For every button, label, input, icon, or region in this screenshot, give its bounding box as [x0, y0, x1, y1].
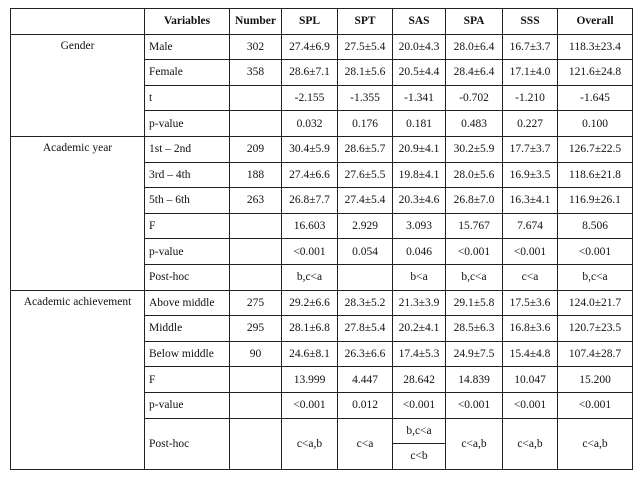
header-cell: SPT — [338, 9, 393, 35]
cell-sss: 10.047 — [503, 367, 558, 393]
cell-number: 275 — [230, 290, 282, 316]
cell-sas: c<b — [393, 444, 446, 470]
cell-spt: 0.054 — [338, 239, 393, 265]
header-row — [11, 9, 633, 35]
header-cell — [11, 9, 145, 35]
cell-spl: -2.155 — [282, 85, 338, 111]
cell-variable: p-value — [145, 239, 230, 265]
cell-spa: -0.702 — [446, 85, 503, 111]
cell-spa: 29.1±5.8 — [446, 290, 503, 316]
cell-overall: 8.506 — [558, 213, 633, 239]
cell-spt: 27.4±5.4 — [338, 188, 393, 214]
cell-overall: b,c<a — [558, 264, 633, 290]
cell-spt: 27.5±5.4 — [338, 34, 393, 60]
cell-variable: Female — [145, 60, 230, 86]
cell-number: 302 — [230, 34, 282, 60]
cell-number: 358 — [230, 60, 282, 86]
cell-spt: 28.1±5.6 — [338, 60, 393, 86]
group-label: Gender — [11, 34, 145, 136]
cell-sas: 21.3±3.9 — [393, 290, 446, 316]
cell-sss: 17.1±4.0 — [503, 60, 558, 86]
group-label: Academic year — [11, 136, 145, 290]
cell-spl: 26.8±7.7 — [282, 188, 338, 214]
cell-overall: <0.001 — [558, 239, 633, 265]
cell-overall: 118.3±23.4 — [558, 34, 633, 60]
cell-overall: 118.6±21.8 — [558, 162, 633, 188]
cell-spl: 0.032 — [282, 111, 338, 137]
cell-overall: -1.645 — [558, 85, 633, 111]
cell-spa: 28.4±6.4 — [446, 60, 503, 86]
table-body — [11, 34, 633, 469]
cell-spa: b,c<a — [446, 264, 503, 290]
cell-sas: 20.5±4.4 — [393, 60, 446, 86]
cell-sss: 15.4±4.8 — [503, 341, 558, 367]
cell-number — [230, 392, 282, 418]
cell-spa: 28.5±6.3 — [446, 316, 503, 342]
cell-sss: c<a,b — [503, 418, 558, 469]
comparison-table — [10, 8, 633, 470]
cell-spt: -1.355 — [338, 85, 393, 111]
cell-sas: 28.642 — [393, 367, 446, 393]
cell-sas: 20.2±4.1 — [393, 316, 446, 342]
cell-spl: 16.603 — [282, 213, 338, 239]
cell-sss: c<a — [503, 264, 558, 290]
cell-spl: 30.4±5.9 — [282, 136, 338, 162]
cell-variable: Male — [145, 34, 230, 60]
cell-sss: 16.7±3.7 — [503, 34, 558, 60]
cell-overall: 121.6±24.8 — [558, 60, 633, 86]
cell-overall: <0.001 — [558, 392, 633, 418]
cell-sss: 16.9±3.5 — [503, 162, 558, 188]
header-cell: Overall — [558, 9, 633, 35]
cell-overall: 124.0±21.7 — [558, 290, 633, 316]
header-cell: Number — [230, 9, 282, 35]
cell-spl: c<a,b — [282, 418, 338, 469]
cell-variable: Post-hoc — [145, 264, 230, 290]
cell-sas: 0.181 — [393, 111, 446, 137]
cell-spa: 15.767 — [446, 213, 503, 239]
cell-variable: Below middle — [145, 341, 230, 367]
cell-sas: -1.341 — [393, 85, 446, 111]
cell-overall: c<a,b — [558, 418, 633, 469]
cell-sss: <0.001 — [503, 239, 558, 265]
cell-spl: b,c<a — [282, 264, 338, 290]
cell-overall: 116.9±26.1 — [558, 188, 633, 214]
header-cell: SSS — [503, 9, 558, 35]
cell-sas: 0.046 — [393, 239, 446, 265]
cell-number: 263 — [230, 188, 282, 214]
cell-spt — [338, 264, 393, 290]
cell-spt: 27.6±5.5 — [338, 162, 393, 188]
cell-sas: 20.9±4.1 — [393, 136, 446, 162]
cell-variable: p-value — [145, 392, 230, 418]
cell-variable: 3rd – 4th — [145, 162, 230, 188]
cell-spt: 4.447 — [338, 367, 393, 393]
cell-variable: Post-hoc — [145, 418, 230, 469]
cell-spt: c<a — [338, 418, 393, 469]
header-cell: SAS — [393, 9, 446, 35]
cell-sas: 17.4±5.3 — [393, 341, 446, 367]
cell-spl: 27.4±6.6 — [282, 162, 338, 188]
cell-sss: 17.5±3.6 — [503, 290, 558, 316]
cell-spt: 26.3±6.6 — [338, 341, 393, 367]
cell-number: 295 — [230, 316, 282, 342]
cell-spt: 27.8±5.4 — [338, 316, 393, 342]
cell-variable: F — [145, 367, 230, 393]
cell-spa: 24.9±7.5 — [446, 341, 503, 367]
cell-sas: 20.0±4.3 — [393, 34, 446, 60]
cell-sss: 16.3±4.1 — [503, 188, 558, 214]
cell-sss: -1.210 — [503, 85, 558, 111]
cell-spl: 13.999 — [282, 367, 338, 393]
cell-sas: 20.3±4.6 — [393, 188, 446, 214]
header-cell: SPL — [282, 9, 338, 35]
cell-sss: 0.227 — [503, 111, 558, 137]
cell-overall: 0.100 — [558, 111, 633, 137]
cell-spl: 24.6±8.1 — [282, 341, 338, 367]
cell-variable: p-value — [145, 111, 230, 137]
cell-spa: <0.001 — [446, 392, 503, 418]
cell-spt: 0.012 — [338, 392, 393, 418]
cell-variable: Above middle — [145, 290, 230, 316]
cell-number — [230, 85, 282, 111]
cell-overall: 15.200 — [558, 367, 633, 393]
cell-number: 209 — [230, 136, 282, 162]
cell-spa: c<a,b — [446, 418, 503, 469]
header-cell: Variables — [145, 9, 230, 35]
group-label: Academic achievement — [11, 290, 145, 469]
cell-spl: <0.001 — [282, 239, 338, 265]
cell-overall: 120.7±23.5 — [558, 316, 633, 342]
cell-overall: 107.4±28.7 — [558, 341, 633, 367]
cell-sss: 7.674 — [503, 213, 558, 239]
cell-spl: 29.2±6.6 — [282, 290, 338, 316]
cell-variable: 1st – 2nd — [145, 136, 230, 162]
cell-sas: b,c<a — [393, 418, 446, 444]
cell-number — [230, 367, 282, 393]
cell-sas: 19.8±4.1 — [393, 162, 446, 188]
table-row — [11, 136, 633, 162]
cell-spl: 28.1±6.8 — [282, 316, 338, 342]
cell-spl: <0.001 — [282, 392, 338, 418]
cell-number: 90 — [230, 341, 282, 367]
cell-number — [230, 264, 282, 290]
cell-sss: <0.001 — [503, 392, 558, 418]
cell-number — [230, 239, 282, 265]
cell-variable: F — [145, 213, 230, 239]
cell-spa: 28.0±6.4 — [446, 34, 503, 60]
table-row — [11, 34, 633, 60]
cell-number: 188 — [230, 162, 282, 188]
cell-spt: 28.3±5.2 — [338, 290, 393, 316]
cell-number — [230, 111, 282, 137]
cell-number — [230, 213, 282, 239]
cell-sas: 3.093 — [393, 213, 446, 239]
cell-spa: 14.839 — [446, 367, 503, 393]
cell-spt: 2.929 — [338, 213, 393, 239]
table-row — [11, 290, 633, 316]
header-cell: SPA — [446, 9, 503, 35]
cell-spl: 28.6±7.1 — [282, 60, 338, 86]
cell-sss: 17.7±3.7 — [503, 136, 558, 162]
cell-sas: <0.001 — [393, 392, 446, 418]
cell-spa: 26.8±7.0 — [446, 188, 503, 214]
cell-sss: 16.8±3.6 — [503, 316, 558, 342]
cell-spt: 0.176 — [338, 111, 393, 137]
cell-variable: t — [145, 85, 230, 111]
cell-sas: b<a — [393, 264, 446, 290]
cell-spt: 28.6±5.7 — [338, 136, 393, 162]
cell-variable: 5th – 6th — [145, 188, 230, 214]
cell-spa: <0.001 — [446, 239, 503, 265]
cell-spa: 30.2±5.9 — [446, 136, 503, 162]
cell-number — [230, 418, 282, 469]
cell-variable: Middle — [145, 316, 230, 342]
cell-spa: 0.483 — [446, 111, 503, 137]
cell-spl: 27.4±6.9 — [282, 34, 338, 60]
cell-overall: 126.7±22.5 — [558, 136, 633, 162]
cell-spa: 28.0±5.6 — [446, 162, 503, 188]
